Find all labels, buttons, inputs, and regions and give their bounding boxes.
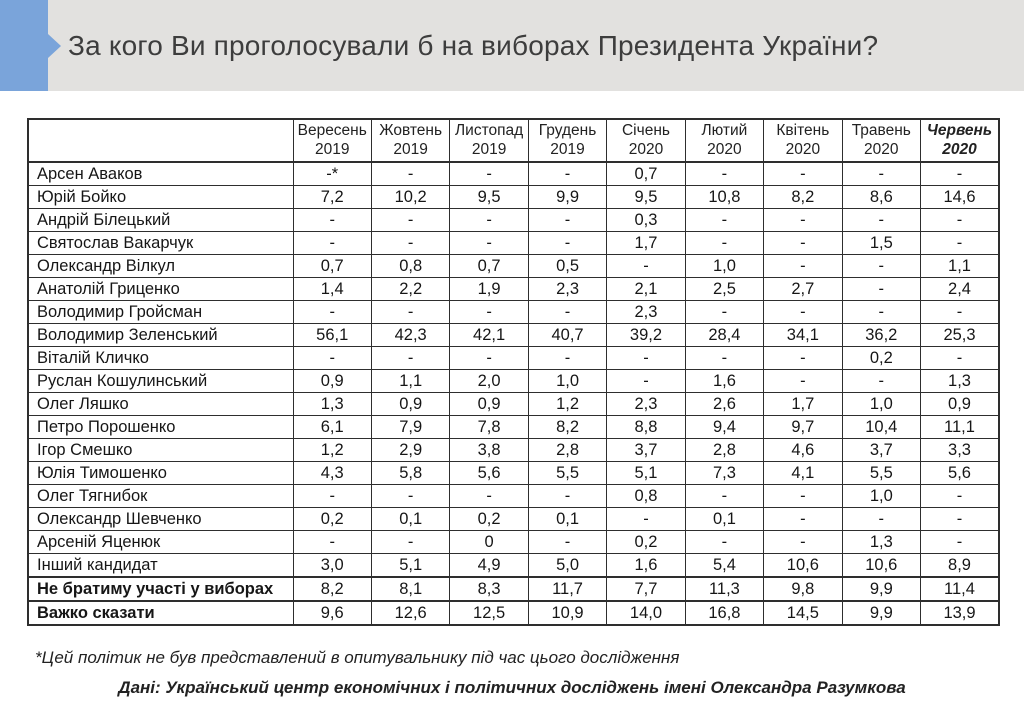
candidate-name: Арсен Аваков — [28, 162, 293, 186]
table-row — [28, 577, 999, 601]
value-cell: 1,3 — [921, 370, 1000, 393]
value-cell: - — [293, 531, 371, 554]
value-cell: 11,7 — [528, 577, 606, 601]
value-cell: 9,5 — [607, 186, 685, 209]
value-cell: 8,2 — [528, 416, 606, 439]
value-cell: 0,9 — [371, 393, 449, 416]
value-cell: 9,4 — [685, 416, 763, 439]
value-cell: 4,3 — [293, 462, 371, 485]
value-cell: 8,9 — [921, 554, 1000, 578]
value-cell: - — [921, 508, 1000, 531]
table-row — [28, 370, 999, 393]
value-cell: - — [842, 162, 920, 186]
value-cell: 0,2 — [842, 347, 920, 370]
value-cell: 2,7 — [764, 278, 842, 301]
candidate-name: Арсеній Яценюк — [28, 531, 293, 554]
value-cell: 1,1 — [371, 370, 449, 393]
value-cell: 3,7 — [607, 439, 685, 462]
value-cell: 39,2 — [607, 324, 685, 347]
candidate-name: Володимир Гройсман — [28, 301, 293, 324]
table-body — [28, 162, 999, 625]
value-cell: - — [371, 531, 449, 554]
value-cell: 2,8 — [685, 439, 763, 462]
value-cell: 9,9 — [842, 601, 920, 625]
value-cell: 8,2 — [293, 577, 371, 601]
value-cell: 1,4 — [293, 278, 371, 301]
column-header: Листопад 2019 — [450, 119, 528, 162]
value-cell: 1,3 — [842, 531, 920, 554]
value-cell: 11,3 — [685, 577, 763, 601]
value-cell: 0,8 — [371, 255, 449, 278]
value-cell: - — [293, 301, 371, 324]
value-cell: 10,4 — [842, 416, 920, 439]
value-cell: 14,0 — [607, 601, 685, 625]
value-cell: 2,4 — [921, 278, 1000, 301]
value-cell: - — [450, 347, 528, 370]
table-row — [28, 255, 999, 278]
value-cell: - — [921, 209, 1000, 232]
value-cell: - — [764, 347, 842, 370]
value-cell: - — [842, 255, 920, 278]
candidate-name: Олег Ляшко — [28, 393, 293, 416]
value-cell: - — [607, 508, 685, 531]
value-cell: 2,3 — [607, 393, 685, 416]
value-cell: 1,0 — [528, 370, 606, 393]
value-cell: 7,8 — [450, 416, 528, 439]
value-cell: 0,1 — [371, 508, 449, 531]
value-cell: 9,7 — [764, 416, 842, 439]
value-cell: - — [764, 508, 842, 531]
value-cell: - — [371, 232, 449, 255]
value-cell: 3,7 — [842, 439, 920, 462]
value-cell: - — [685, 209, 763, 232]
value-cell: - — [764, 255, 842, 278]
value-cell: - — [921, 301, 1000, 324]
value-cell: - — [528, 531, 606, 554]
value-cell: - — [764, 485, 842, 508]
value-cell: 1,7 — [764, 393, 842, 416]
value-cell: 36,2 — [842, 324, 920, 347]
value-cell: - — [607, 255, 685, 278]
value-cell: - — [450, 162, 528, 186]
value-cell: - — [528, 162, 606, 186]
value-cell: - — [842, 508, 920, 531]
value-cell: 1,9 — [450, 278, 528, 301]
table-row — [28, 485, 999, 508]
value-cell: 1,3 — [293, 393, 371, 416]
value-cell: - — [842, 209, 920, 232]
value-cell: 8,8 — [607, 416, 685, 439]
value-cell: - — [371, 347, 449, 370]
value-cell: 10,2 — [371, 186, 449, 209]
value-cell: 1,2 — [528, 393, 606, 416]
value-cell: - — [371, 209, 449, 232]
candidate-name: Анатолій Гриценко — [28, 278, 293, 301]
table-row — [28, 416, 999, 439]
header-band — [0, 0, 1024, 91]
value-cell: 7,7 — [607, 577, 685, 601]
value-cell: - — [607, 370, 685, 393]
value-cell: 7,3 — [685, 462, 763, 485]
value-cell: - — [921, 485, 1000, 508]
value-cell: - — [293, 209, 371, 232]
value-cell: 0,2 — [607, 531, 685, 554]
value-cell: 0,7 — [607, 162, 685, 186]
value-cell: - — [528, 301, 606, 324]
value-cell: 2,3 — [528, 278, 606, 301]
value-cell: 6,1 — [293, 416, 371, 439]
value-cell: 0 — [450, 531, 528, 554]
value-cell: 2,5 — [685, 278, 763, 301]
value-cell: 5,1 — [371, 554, 449, 578]
value-cell: 2,9 — [371, 439, 449, 462]
value-cell: 42,3 — [371, 324, 449, 347]
value-cell: -* — [293, 162, 371, 186]
value-cell: 7,9 — [371, 416, 449, 439]
value-cell: 2,0 — [450, 370, 528, 393]
value-cell: - — [685, 301, 763, 324]
column-header: Лютий 2020 — [685, 119, 763, 162]
value-cell: 5,0 — [528, 554, 606, 578]
value-cell: 1,5 — [842, 232, 920, 255]
value-cell: 9,6 — [293, 601, 371, 625]
table-row — [28, 209, 999, 232]
value-cell: - — [685, 347, 763, 370]
value-cell: - — [764, 232, 842, 255]
column-header: Вересень 2019 — [293, 119, 371, 162]
column-header: Травень 2020 — [842, 119, 920, 162]
table-row — [28, 508, 999, 531]
value-cell: - — [764, 531, 842, 554]
column-header: Грудень 2019 — [528, 119, 606, 162]
table-row — [28, 462, 999, 485]
column-header: Жовтень 2019 — [371, 119, 449, 162]
candidate-name: Важко сказати — [28, 601, 293, 625]
value-cell: 1,0 — [842, 485, 920, 508]
value-cell: 0,3 — [607, 209, 685, 232]
value-cell: - — [293, 347, 371, 370]
column-header: Квітень 2020 — [764, 119, 842, 162]
column-header: Червень 2020 — [921, 119, 1000, 162]
value-cell: - — [293, 232, 371, 255]
poll-results-table — [27, 118, 1000, 626]
value-cell: - — [921, 347, 1000, 370]
value-cell: 2,3 — [607, 301, 685, 324]
value-cell: 13,9 — [921, 601, 1000, 625]
value-cell: 11,1 — [921, 416, 1000, 439]
value-cell: 1,0 — [842, 393, 920, 416]
value-cell: 28,4 — [685, 324, 763, 347]
value-cell: - — [764, 209, 842, 232]
candidate-name: Олександр Вілкул — [28, 255, 293, 278]
value-cell: - — [764, 301, 842, 324]
value-cell: 4,9 — [450, 554, 528, 578]
value-cell: 40,7 — [528, 324, 606, 347]
value-cell: - — [842, 301, 920, 324]
value-cell: 1,2 — [293, 439, 371, 462]
value-cell: 8,6 — [842, 186, 920, 209]
table-row — [28, 278, 999, 301]
table-row — [28, 439, 999, 462]
value-cell: 5,6 — [921, 462, 1000, 485]
value-cell: - — [685, 162, 763, 186]
value-cell: - — [450, 209, 528, 232]
candidate-name: Олег Тягнибок — [28, 485, 293, 508]
value-cell: 5,8 — [371, 462, 449, 485]
value-cell: - — [528, 232, 606, 255]
value-cell: - — [528, 347, 606, 370]
table-row — [28, 554, 999, 578]
value-cell: 0,5 — [528, 255, 606, 278]
value-cell: 3,8 — [450, 439, 528, 462]
value-cell: 42,1 — [450, 324, 528, 347]
value-cell: 25,3 — [921, 324, 1000, 347]
value-cell: 7,2 — [293, 186, 371, 209]
value-cell: - — [764, 162, 842, 186]
value-cell: 5,6 — [450, 462, 528, 485]
candidate-name: Юрій Бойко — [28, 186, 293, 209]
value-cell: 0,7 — [293, 255, 371, 278]
value-cell: - — [921, 232, 1000, 255]
value-cell: 1,1 — [921, 255, 1000, 278]
candidate-name: Андрій Білецький — [28, 209, 293, 232]
value-cell: - — [764, 370, 842, 393]
candidate-name: Не братиму участі у виборах — [28, 577, 293, 601]
value-cell: 9,9 — [842, 577, 920, 601]
candidate-name: Руслан Кошулинський — [28, 370, 293, 393]
value-cell: - — [371, 162, 449, 186]
value-cell: 1,7 — [607, 232, 685, 255]
table-row — [28, 347, 999, 370]
table-row — [28, 232, 999, 255]
value-cell: 0,1 — [685, 508, 763, 531]
value-cell: 56,1 — [293, 324, 371, 347]
value-cell: 0,1 — [528, 508, 606, 531]
value-cell: 0,8 — [607, 485, 685, 508]
value-cell: - — [371, 485, 449, 508]
value-cell: 14,6 — [921, 186, 1000, 209]
value-cell: - — [528, 209, 606, 232]
value-cell: 12,6 — [371, 601, 449, 625]
page-title: За кого Ви проголосували б на виборах Президента України? — [68, 29, 879, 61]
table-row — [28, 301, 999, 324]
value-cell: - — [450, 232, 528, 255]
table-row — [28, 324, 999, 347]
candidate-name: Ігор Смешко — [28, 439, 293, 462]
value-cell: 0,9 — [921, 393, 1000, 416]
table-row — [28, 601, 999, 625]
value-cell: 5,1 — [607, 462, 685, 485]
value-cell: 5,5 — [528, 462, 606, 485]
chevron-right-icon — [48, 34, 61, 58]
value-cell: 3,3 — [921, 439, 1000, 462]
value-cell: 2,2 — [371, 278, 449, 301]
value-cell: 11,4 — [921, 577, 1000, 601]
value-cell: - — [528, 485, 606, 508]
value-cell: - — [685, 232, 763, 255]
value-cell: 5,4 — [685, 554, 763, 578]
value-cell: 4,1 — [764, 462, 842, 485]
value-cell: 2,1 — [607, 278, 685, 301]
candidate-name: Віталій Кличко — [28, 347, 293, 370]
table-row — [28, 531, 999, 554]
value-cell: 5,5 — [842, 462, 920, 485]
value-cell: 16,8 — [685, 601, 763, 625]
value-cell: 14,5 — [764, 601, 842, 625]
value-cell: 8,2 — [764, 186, 842, 209]
column-header: Січень 2020 — [607, 119, 685, 162]
value-cell: 0,9 — [450, 393, 528, 416]
accent-tab — [0, 0, 48, 91]
value-cell: - — [685, 531, 763, 554]
value-cell: 9,9 — [528, 186, 606, 209]
value-cell: - — [921, 162, 1000, 186]
candidate-name: Петро Порошенко — [28, 416, 293, 439]
value-cell: 1,6 — [685, 370, 763, 393]
value-cell: 2,6 — [685, 393, 763, 416]
value-cell: 0,2 — [293, 508, 371, 531]
value-cell: 1,6 — [607, 554, 685, 578]
asterisk-footnote: *Цей політик не був представлений в опитувальнику під час цього дослідження — [35, 648, 680, 667]
value-cell: 9,5 — [450, 186, 528, 209]
value-cell: 10,9 — [528, 601, 606, 625]
value-cell: 10,8 — [685, 186, 763, 209]
candidate-name: Святослав Вакарчук — [28, 232, 293, 255]
candidate-name: Інший кандидат — [28, 554, 293, 578]
table-row — [28, 186, 999, 209]
value-cell: - — [607, 347, 685, 370]
value-cell: - — [450, 301, 528, 324]
value-cell: - — [842, 370, 920, 393]
value-cell: - — [842, 278, 920, 301]
candidate-name: Володимир Зеленський — [28, 324, 293, 347]
value-cell: 9,8 — [764, 577, 842, 601]
value-cell: 3,0 — [293, 554, 371, 578]
value-cell: 12,5 — [450, 601, 528, 625]
value-cell: 10,6 — [842, 554, 920, 578]
value-cell: - — [921, 531, 1000, 554]
source-credit: Дані: Український центр економічних і політичних досліджень імені Олександра Разумкова — [118, 678, 906, 697]
value-cell: 0,2 — [450, 508, 528, 531]
value-cell: 34,1 — [764, 324, 842, 347]
corner-cell — [28, 119, 293, 162]
table-row — [28, 393, 999, 416]
value-cell: 0,9 — [293, 370, 371, 393]
value-cell: 8,1 — [371, 577, 449, 601]
table-row — [28, 162, 999, 186]
value-cell: 8,3 — [450, 577, 528, 601]
value-cell: 2,8 — [528, 439, 606, 462]
value-cell: - — [293, 485, 371, 508]
value-cell: 1,0 — [685, 255, 763, 278]
candidate-name: Юлія Тимошенко — [28, 462, 293, 485]
value-cell: - — [685, 485, 763, 508]
value-cell: 0,7 — [450, 255, 528, 278]
candidate-name: Олександр Шевченко — [28, 508, 293, 531]
value-cell: 4,6 — [764, 439, 842, 462]
value-cell: 10,6 — [764, 554, 842, 578]
value-cell: - — [450, 485, 528, 508]
table-header-row — [28, 119, 999, 162]
value-cell: - — [371, 301, 449, 324]
